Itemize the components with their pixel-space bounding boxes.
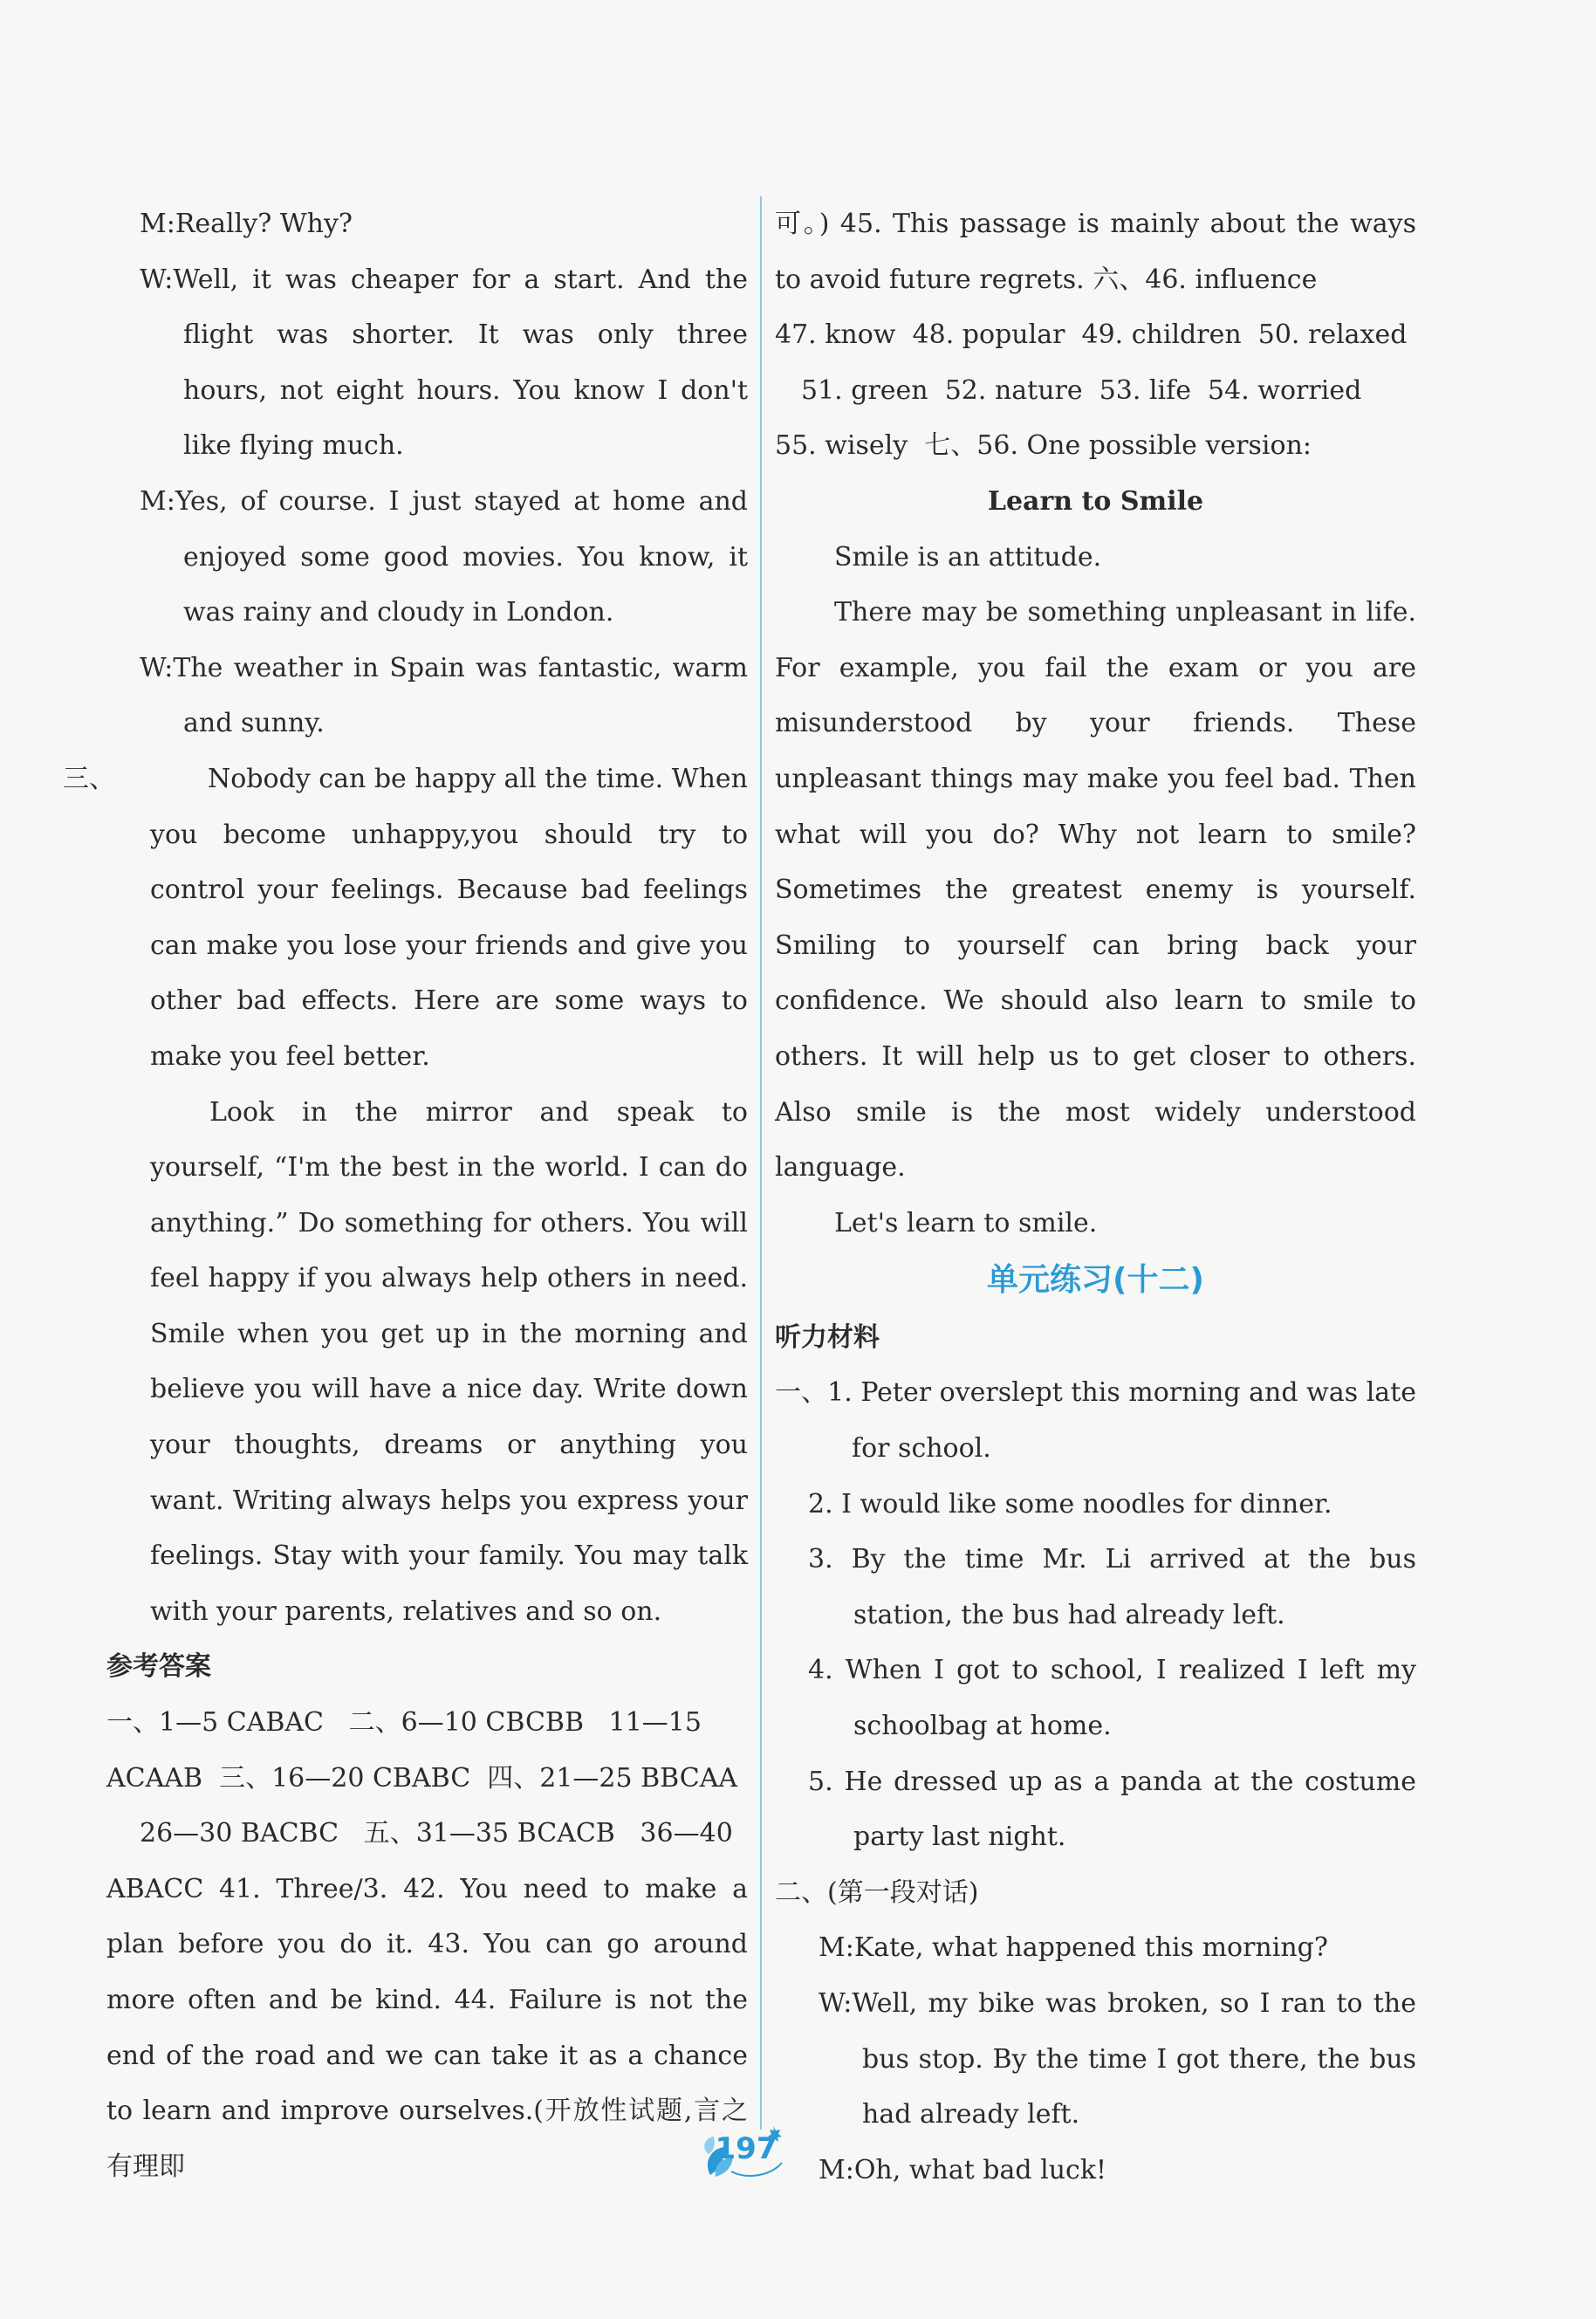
dialogue-line: M:Yes, of course. I just stayed at home and enjoyed some good movies. You know, it was rainy and cloudy in London. [140, 485, 748, 628]
essay-paragraph: There may be something unpleasant in life. For example, you fail the exam or you are misunderstood by your friends. These unpleasant things may make you feel bad. Then what will you do? Why not learn to smile? Sometimes the greatest enemy is yourself. Smiling to yourself can bring back your confidence. We should also learn to smile to others. It will help us to get closer to others. Also smile is the most widely understood language. [775, 597, 1416, 1184]
dialogue-line: W:Well, it was cheaper for a start. And the flight was shorter. It was only three hours, not eight hours. You know I don't like flying much. [140, 264, 748, 462]
dialogue-line: M:Really? Why? [140, 209, 353, 239]
dialogue-line: M:Kate, what happened this morning? [819, 1932, 1328, 1964]
listening-sentence: 5. He dressed up as a panda at the costume party last night. [808, 1766, 1416, 1853]
answers-line: 一、1—5 CABAC 二、6—10 CBCBB 11—15 [106, 1707, 702, 1739]
listening-sentence: 2. I would like some noodles for dinner. [808, 1488, 1332, 1520]
essay-title: Learn to Smile [987, 485, 1204, 517]
answers-line: 51. green 52. nature 53. life 54. worried [801, 374, 1362, 406]
answers-line: 26—30 BACBC 五、31—35 BCACB 36—40 [140, 1818, 733, 1849]
page-number: 197 [715, 2131, 777, 2166]
answers-line: ACAAB 三、16—20 CBABC 四、21—25 BBCAA [106, 1762, 738, 1794]
dialogue-line: W:The weather in Spain was fantastic, warm and sunny. [140, 652, 748, 739]
listening-sentence: 一、1. Peter overslept this morning and was late for school. [775, 1377, 1417, 1465]
dialogue-line: W:Well, my bike was broken, so I ran to the bus stop. By the time I got there, the bus had already left. [819, 1988, 1416, 2130]
section-three-paragraph-1: 三、 Nobody can be happy all the time. When you become unhappy,you should try to control your feelings. Because bad feelings can make you lose your friends and give you other bad effects. Here are some ways to make you feel better. [63, 763, 748, 1072]
listening-sentence: 3. By the time Mr. Li arrived at the bus station, the bus had already left. [808, 1544, 1416, 1630]
section-three-paragraph-2: Look in the mirror and speak to yourself, “I'm the best in the world. I can do anything.” Do something for others. You will feel happy if you always help others in need. Smile when you get up in the morning and believe you will have a nice day. Write down your thoughts, dreams or anything you want. Writing always helps you express your feelings. Stay with your family. You may talk with your parents, relatives and so on. [150, 1096, 748, 1627]
listening-sentence: 4. When I got to school, I realized I left my schoolbag at home. [808, 1655, 1416, 1742]
answers-heading: 参考答案 [106, 1651, 211, 1683]
left-column [63, 196, 748, 2194]
page-number-badge [698, 2123, 794, 2184]
column-divider [760, 196, 762, 2130]
dialogue-line: M:Oh, what bad luck! [819, 2154, 1107, 2185]
answers-line: 47. know 48. popular 49. children 50. relaxed [775, 319, 1408, 351]
answers-text: ABACC 41. Three/3. 42. You need to make a plan before you do it. 43. You can go around more often and be kind. 44. Failure is not the end of the road and we can take it as a chance to learn and improve ourselves.(开放性试题,言之有理即 [106, 1873, 748, 2182]
essay-paragraph: Let's learn to smile. [834, 1207, 1098, 1238]
dialogue-section-label: 二、(第一段对话) [775, 1876, 979, 1908]
unit-title: 单元练习(十二) [987, 1262, 1204, 1299]
answers-continued: 可。) 45. This passage is mainly about the ways to avoid future regrets. 六、46. influence [775, 209, 1416, 295]
answers-line: 55. wisely 七、56. One possible version: [775, 430, 1312, 462]
listening-heading: 听力材料 [775, 1321, 880, 1353]
right-column [775, 196, 1416, 2198]
essay-paragraph: Smile is an attitude. [834, 541, 1102, 573]
